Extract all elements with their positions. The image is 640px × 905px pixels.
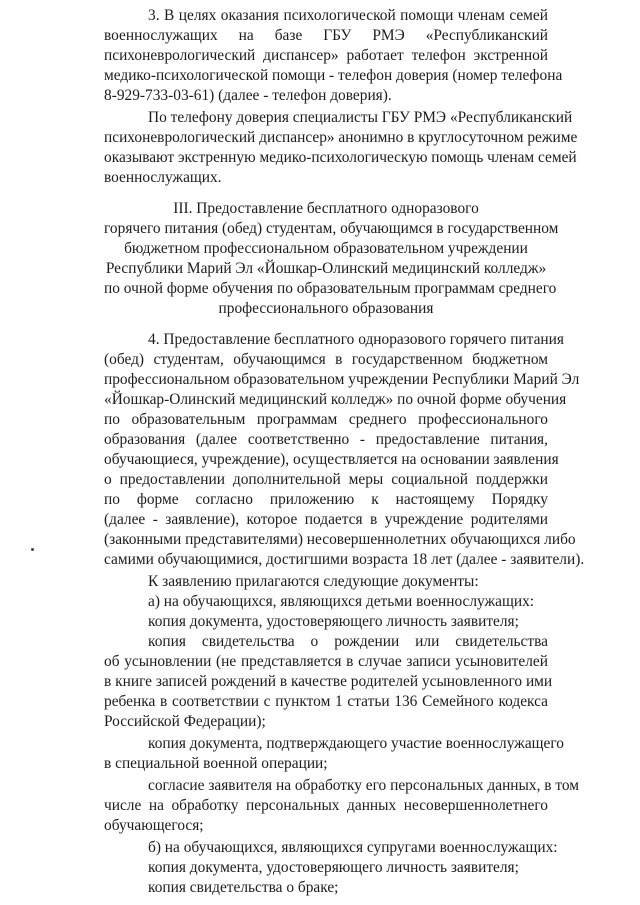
- text-line: медико-психологической помощи - телефон доверия (номер телефона: [104, 67, 563, 84]
- text-line: военнослужащих.: [104, 169, 222, 186]
- text-line: ребенка в соответствии с пунктом 1 статьи 136 Семейного кодекса: [104, 693, 548, 710]
- title-line: III. Предоставление бесплатного одноразового: [173, 200, 479, 217]
- text-line: психоневрологический диспансер» работает телефон экстренной: [104, 47, 548, 64]
- text-line: психоневрологический диспансер» анонимно в круглосуточном режиме: [104, 129, 578, 146]
- text-line: об усыновлении (не представляется в случае записи усыновителей: [104, 653, 548, 670]
- text-line: 4. Предоставление бесплатного одноразового горячего питания: [148, 331, 564, 348]
- title-line: по очной форме обучения по образовательным программам среднего: [104, 280, 557, 297]
- text-line: обучающегося;: [104, 817, 204, 834]
- title-line: бюджетном профессиональном образовательном учреждении: [124, 240, 528, 257]
- documents-intro: К заявлению прилагаются следующие документы:: [148, 573, 479, 590]
- text-line: (обед) студентам, обучающимся в государственном бюджетном: [104, 351, 548, 368]
- text-line: оказывают экстренную медико-психологическую помощь членам семей: [104, 149, 577, 166]
- title-line: профессионального образования: [218, 300, 434, 317]
- text-line: в книге записей рождений в качестве родителей усыновленного ими: [104, 673, 553, 690]
- text-line: образования (далее соответственно - предоставление питания,: [104, 431, 548, 448]
- text-line: профессиональном образовательном учреждении Республики Марий Эл: [104, 371, 580, 388]
- list-item: копия документа, подтверждающего участие военнослужащего: [148, 735, 564, 752]
- text-line: (далее - заявление), которое подается в учреждение родителями: [104, 511, 548, 528]
- text-line: по образовательным программам среднего профессионального: [104, 411, 548, 428]
- title-line: Республики Марий Эл «Йошкар-Олинский медицинский колледж»: [105, 260, 547, 277]
- text-line: По телефону доверия специалисты ГБУ РМЭ «Республиканский: [148, 109, 573, 126]
- text-line: Российской Федерации);: [104, 713, 266, 730]
- text-line: «Йошкар-Олинский медицинский колледж» по очной форме обучения: [104, 391, 567, 408]
- text-line: о предоставлении дополнительной меры социальной поддержки: [104, 471, 548, 488]
- title-line: горячего питания (обед) студентам, обучающимся в государственном: [104, 220, 559, 237]
- group-heading: а) на обучающихся, являющихся детьми военнослужащих:: [148, 593, 535, 610]
- text-line: 8-929-733-03-61) (далее - телефон доверия).: [104, 87, 392, 104]
- list-item: копия свидетельства о рождении или свидетельства: [148, 633, 548, 650]
- text-line: числе на обработку персональных данных несовершеннолетнего: [104, 797, 548, 814]
- text-line: 3. В целях оказания психологической помощи членам семей: [148, 7, 548, 24]
- group-heading: б) на обучающихся, являющихся супругами военнослужащих:: [148, 839, 558, 856]
- text-line: самими обучающимися, достигшими возраста 18 лет (далее - заявители).: [104, 551, 585, 568]
- text-line: военнослужащих на базе ГБУ РМЭ «Республиканский: [104, 27, 548, 44]
- text-line: в специальной военной операции;: [104, 755, 328, 772]
- list-item: согласие заявителя на обработку его персональных данных, в том: [148, 777, 580, 794]
- scan-speck: [31, 548, 34, 551]
- list-item: копия документа, удостоверяющего личность заявителя;: [148, 859, 519, 876]
- text-line: по форме согласно приложению к настоящему Порядку: [104, 491, 548, 508]
- text-line: (законными представителями) несовершеннолетних обучающихся либо: [104, 531, 576, 548]
- list-item: копия документа, удостоверяющего личность заявителя;: [148, 613, 519, 630]
- text-line: обучающиеся, учреждение), осуществляется на основании заявления: [104, 451, 559, 468]
- list-item: копия свидетельства о браке;: [148, 879, 339, 896]
